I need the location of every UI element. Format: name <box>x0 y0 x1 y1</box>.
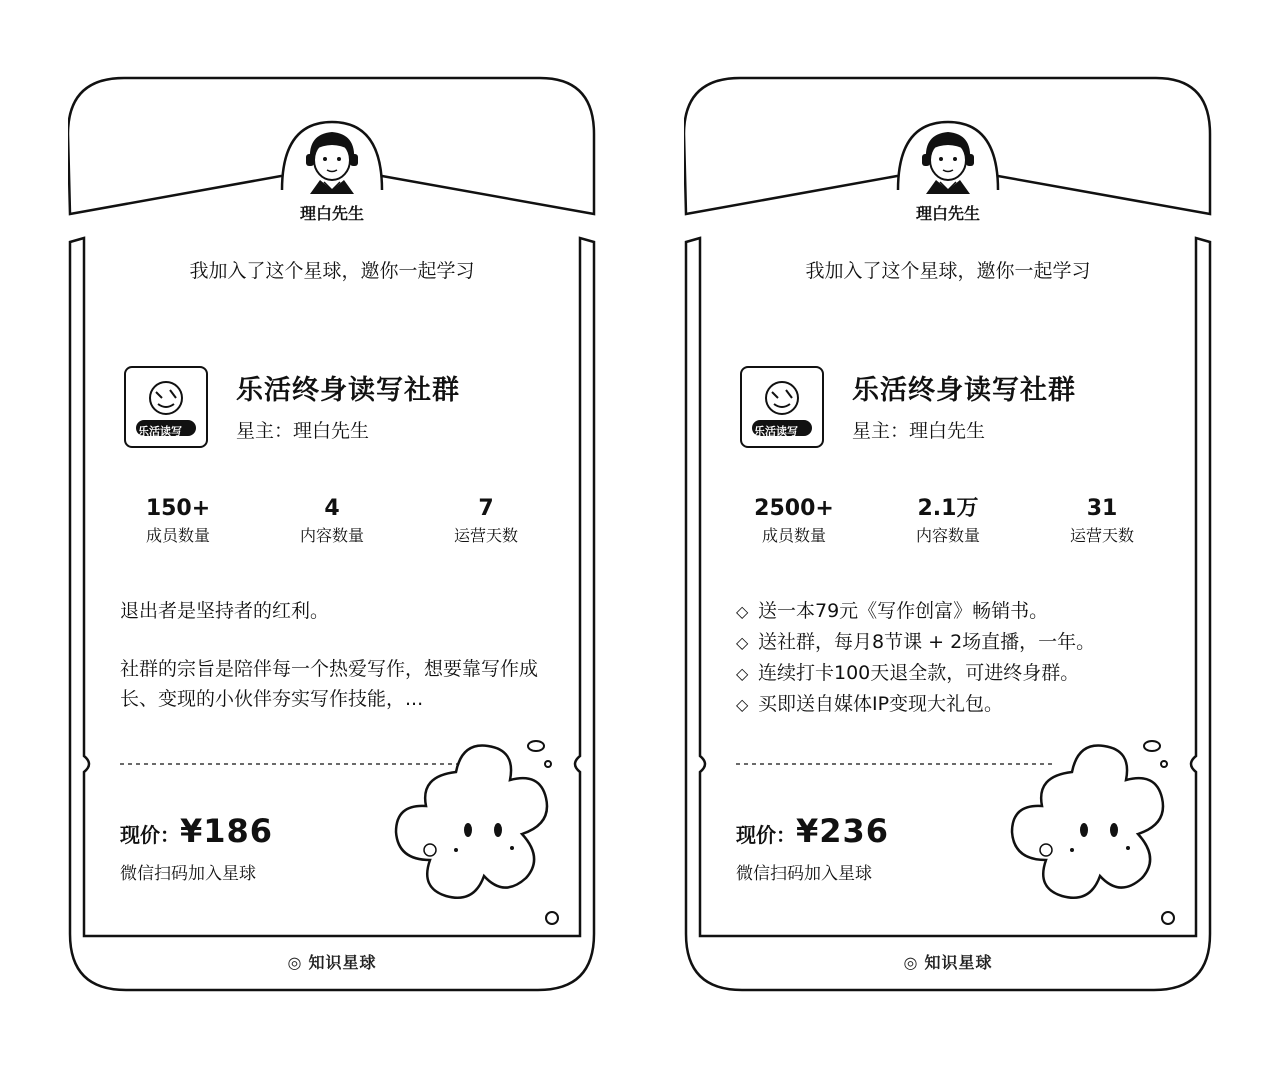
price-amount: ¥236 <box>796 812 890 850</box>
share-card-2 <box>684 76 1212 994</box>
diamond-icon: ◇ <box>736 602 749 621</box>
logo-text: 乐活读写 <box>754 425 798 438</box>
benefit-item <box>736 627 1166 658</box>
avatar <box>910 126 986 196</box>
brand-logo-icon: ◎ <box>903 953 919 972</box>
group-description <box>120 596 550 714</box>
stat-content <box>883 494 1013 548</box>
footer-brand <box>684 950 1212 973</box>
cloud-mascot-icon <box>1002 732 1186 942</box>
group-name: 乐活终身读写社群 <box>852 375 1076 406</box>
owner-line: 星主：理白先生 <box>852 420 986 442</box>
stat-label: 运营天数 <box>453 526 518 545</box>
diamond-icon: ◇ <box>736 633 749 652</box>
stat-label: 成员数量 <box>145 526 210 545</box>
stat-value: 4 <box>324 496 340 521</box>
benefit-item <box>736 596 1166 627</box>
scan-hint: 微信扫码加入星球 <box>736 864 872 884</box>
cloud-mascot-icon <box>386 732 570 942</box>
footer-brand <box>68 950 596 973</box>
description-line: 社群的宗旨是陪伴每一个热爱写作，想要靠写作成长、变现的小伙伴夯实写作技能，... <box>120 658 539 710</box>
stat-label: 内容数量 <box>299 526 364 545</box>
diamond-icon: ◇ <box>736 664 749 683</box>
benefit-item <box>736 658 1166 689</box>
owner-name: 理白先生 <box>915 204 980 223</box>
diamond-icon: ◇ <box>736 695 749 714</box>
stat-members <box>113 494 243 548</box>
stat-value: 2.1万 <box>917 496 979 521</box>
description-line: 退出者是坚持者的红利。 <box>120 600 330 622</box>
owner-line: 星主：理白先生 <box>236 420 370 442</box>
stat-value: 150+ <box>145 496 211 521</box>
stat-value: 31 <box>1086 496 1118 521</box>
stat-days <box>421 494 551 548</box>
brand-logo-icon: ◎ <box>287 953 303 972</box>
price-amount: ¥186 <box>180 812 274 850</box>
stat-value: 7 <box>478 496 494 521</box>
benefit-item <box>736 689 1166 720</box>
avatar <box>294 126 370 196</box>
benefit-list <box>736 596 1166 720</box>
price-label: 现价： <box>736 823 796 847</box>
benefit-text: 连续打卡100天退全款，可进终身群。 <box>758 662 1080 684</box>
stat-label: 运营天数 <box>1069 526 1134 545</box>
logo-text: 乐活读写 <box>138 425 182 438</box>
invite-text: 我加入了这个星球，邀你一起学习 <box>189 260 475 282</box>
stat-days <box>1037 494 1167 548</box>
owner-name: 理白先生 <box>299 204 364 223</box>
benefit-text: 送社群，每月8节课 + 2场直播，一年。 <box>758 631 1096 653</box>
invite-text: 我加入了这个星球，邀你一起学习 <box>805 260 1091 282</box>
price <box>736 812 889 850</box>
stat-label: 成员数量 <box>761 526 826 545</box>
stat-label: 内容数量 <box>915 526 980 545</box>
stat-members <box>729 494 859 548</box>
price <box>120 812 273 850</box>
brand-name: 知识星球 <box>924 953 993 972</box>
scan-hint: 微信扫码加入星球 <box>120 864 256 884</box>
share-card-1 <box>68 76 596 994</box>
price-label: 现价： <box>120 823 180 847</box>
group-logo <box>740 366 824 448</box>
group-name: 乐活终身读写社群 <box>236 375 460 406</box>
benefit-text: 买即送自媒体IP变现大礼包。 <box>758 693 1004 715</box>
stat-value: 2500+ <box>754 496 834 521</box>
benefit-text: 送一本79元《写作创富》畅销书。 <box>758 600 1049 622</box>
stat-content <box>267 494 397 548</box>
group-logo <box>124 366 208 448</box>
brand-name: 知识星球 <box>308 953 377 972</box>
